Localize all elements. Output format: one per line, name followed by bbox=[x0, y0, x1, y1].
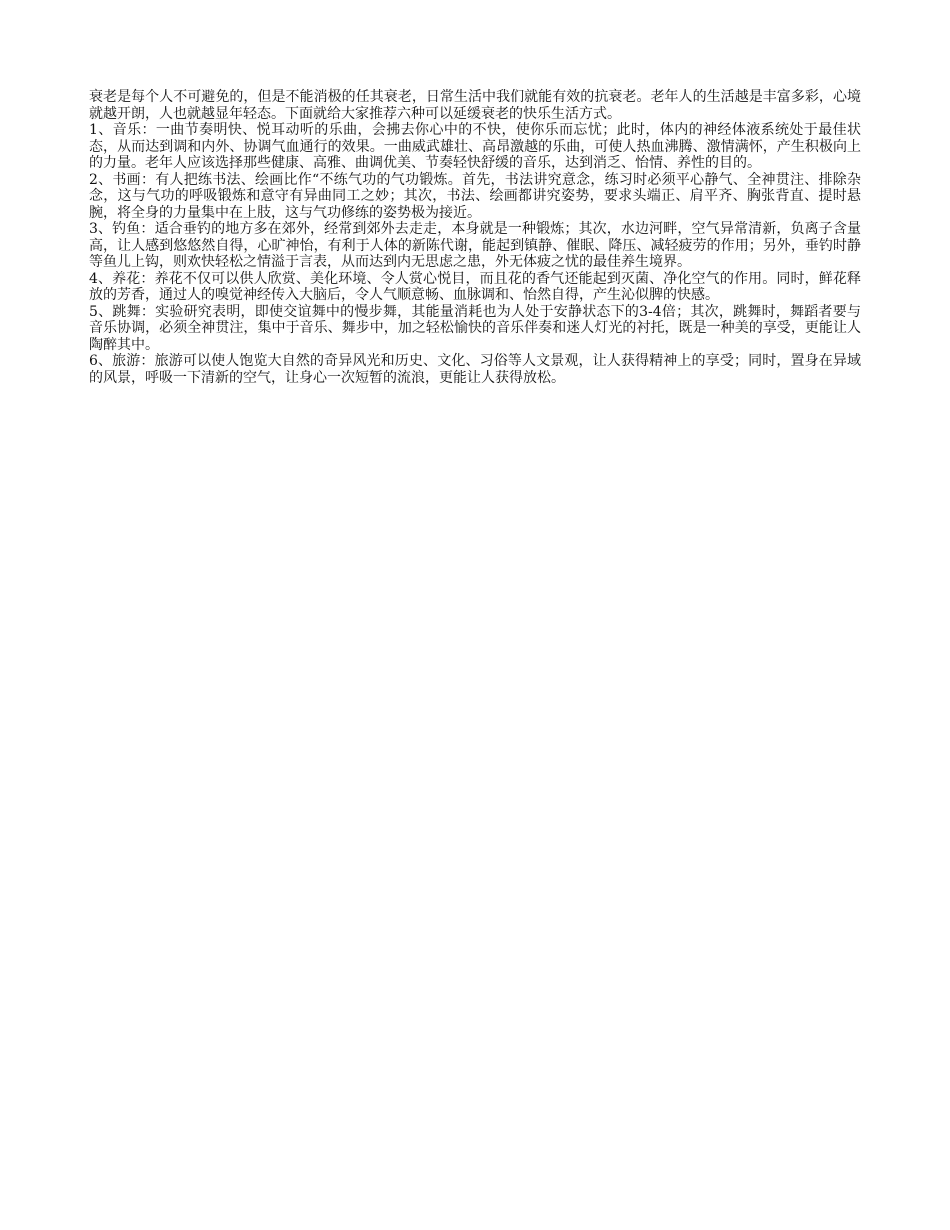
document-page bbox=[89, 89, 861, 386]
intro-paragraph: 衰老是每个人不可避免的，但是不能消极的任其衰老，日常生活中我们就能有效的抗衰老。老年人的生活越是丰富多彩，心境就越开朗，人也就越显年轻态。下面就给大家推荐六种可以延缓衰老的快乐生活方式。 bbox=[89, 89, 861, 122]
calligraphy-painting-paragraph: 2、书画：有人把练书法、绘画比作“不练气功的气功锻炼。首先，书法讲究意念，练习时必须平心静气、全神贯注、排除杂念，这与气功的呼吸锻炼和意守有异曲同工之妙；其次，书法、绘画都讲究姿势，要求头端正、肩平齐、胸张背直、提时悬腕，将全身的力量集中在上肢，这与气功修练的姿势极为接近。 bbox=[89, 171, 861, 221]
fishing-paragraph: 3、钓鱼：适合垂钓的地方多在郊外，经常到郊外去走走，本身就是一种锻炼；其次，水边河畔，空气异常清新，负离子含量高，让人感到悠悠然自得，心旷神怡，有利于人体的新陈代谢，能起到镇静、催眠、降压、减轻疲劳的作用；另外，垂钓时静等鱼儿上钩，则欢快轻松之情溢于言表，从而达到内无思虑之患，外无体疲之忧的最佳养生境界。 bbox=[89, 221, 861, 270]
flower-growing-paragraph: 4、养花：养花不仅可以供人欣赏、美化环境、令人赏心悦目，而且花的香气还能起到灭菌、净化空气的作用。同时，鲜花释放的芳香，通过人的嗅觉神经传入大脑后，令人气顺意畅、血脉调和、怡然自得，产生沁似脾的快感。 bbox=[89, 270, 861, 303]
dancing-paragraph: 5、跳舞：实验研究表明，即使交谊舞中的慢步舞，其能量消耗也为人处于安静状态下的3-4倍；其次，跳舞时，舞蹈者要与音乐协调，必须全神贯注，集中于音乐、舞步中，加之轻松愉快的音乐伴奏和迷人灯光的衬托，既是一种美的享受，更能让人陶醉其中。 bbox=[89, 303, 861, 353]
travel-paragraph: 6、旅游：旅游可以使人饱览大自然的奇异风光和历史、文化、习俗等人文景观，让人获得精神上的享受；同时，置身在异域的风景，呼吸一下清新的空气，让身心一次短暂的流浪，更能让人获得放松。 bbox=[89, 353, 861, 386]
music-paragraph: 1、音乐：一曲节奏明快、悦耳动听的乐曲，会拂去你心中的不快，使你乐而忘忧；此时，体内的神经体液系统处于最佳状态，从而达到调和内外、协调气血通行的效果。一曲威武雄壮、高昂激越的乐曲，可使人热血沸腾、激情满怀，产生积极向上的力量。老年人应该选择那些健康、高雅、曲调优美、节奏轻快舒缓的音乐，达到消乏、怡情、养性的目的。 bbox=[89, 122, 861, 171]
